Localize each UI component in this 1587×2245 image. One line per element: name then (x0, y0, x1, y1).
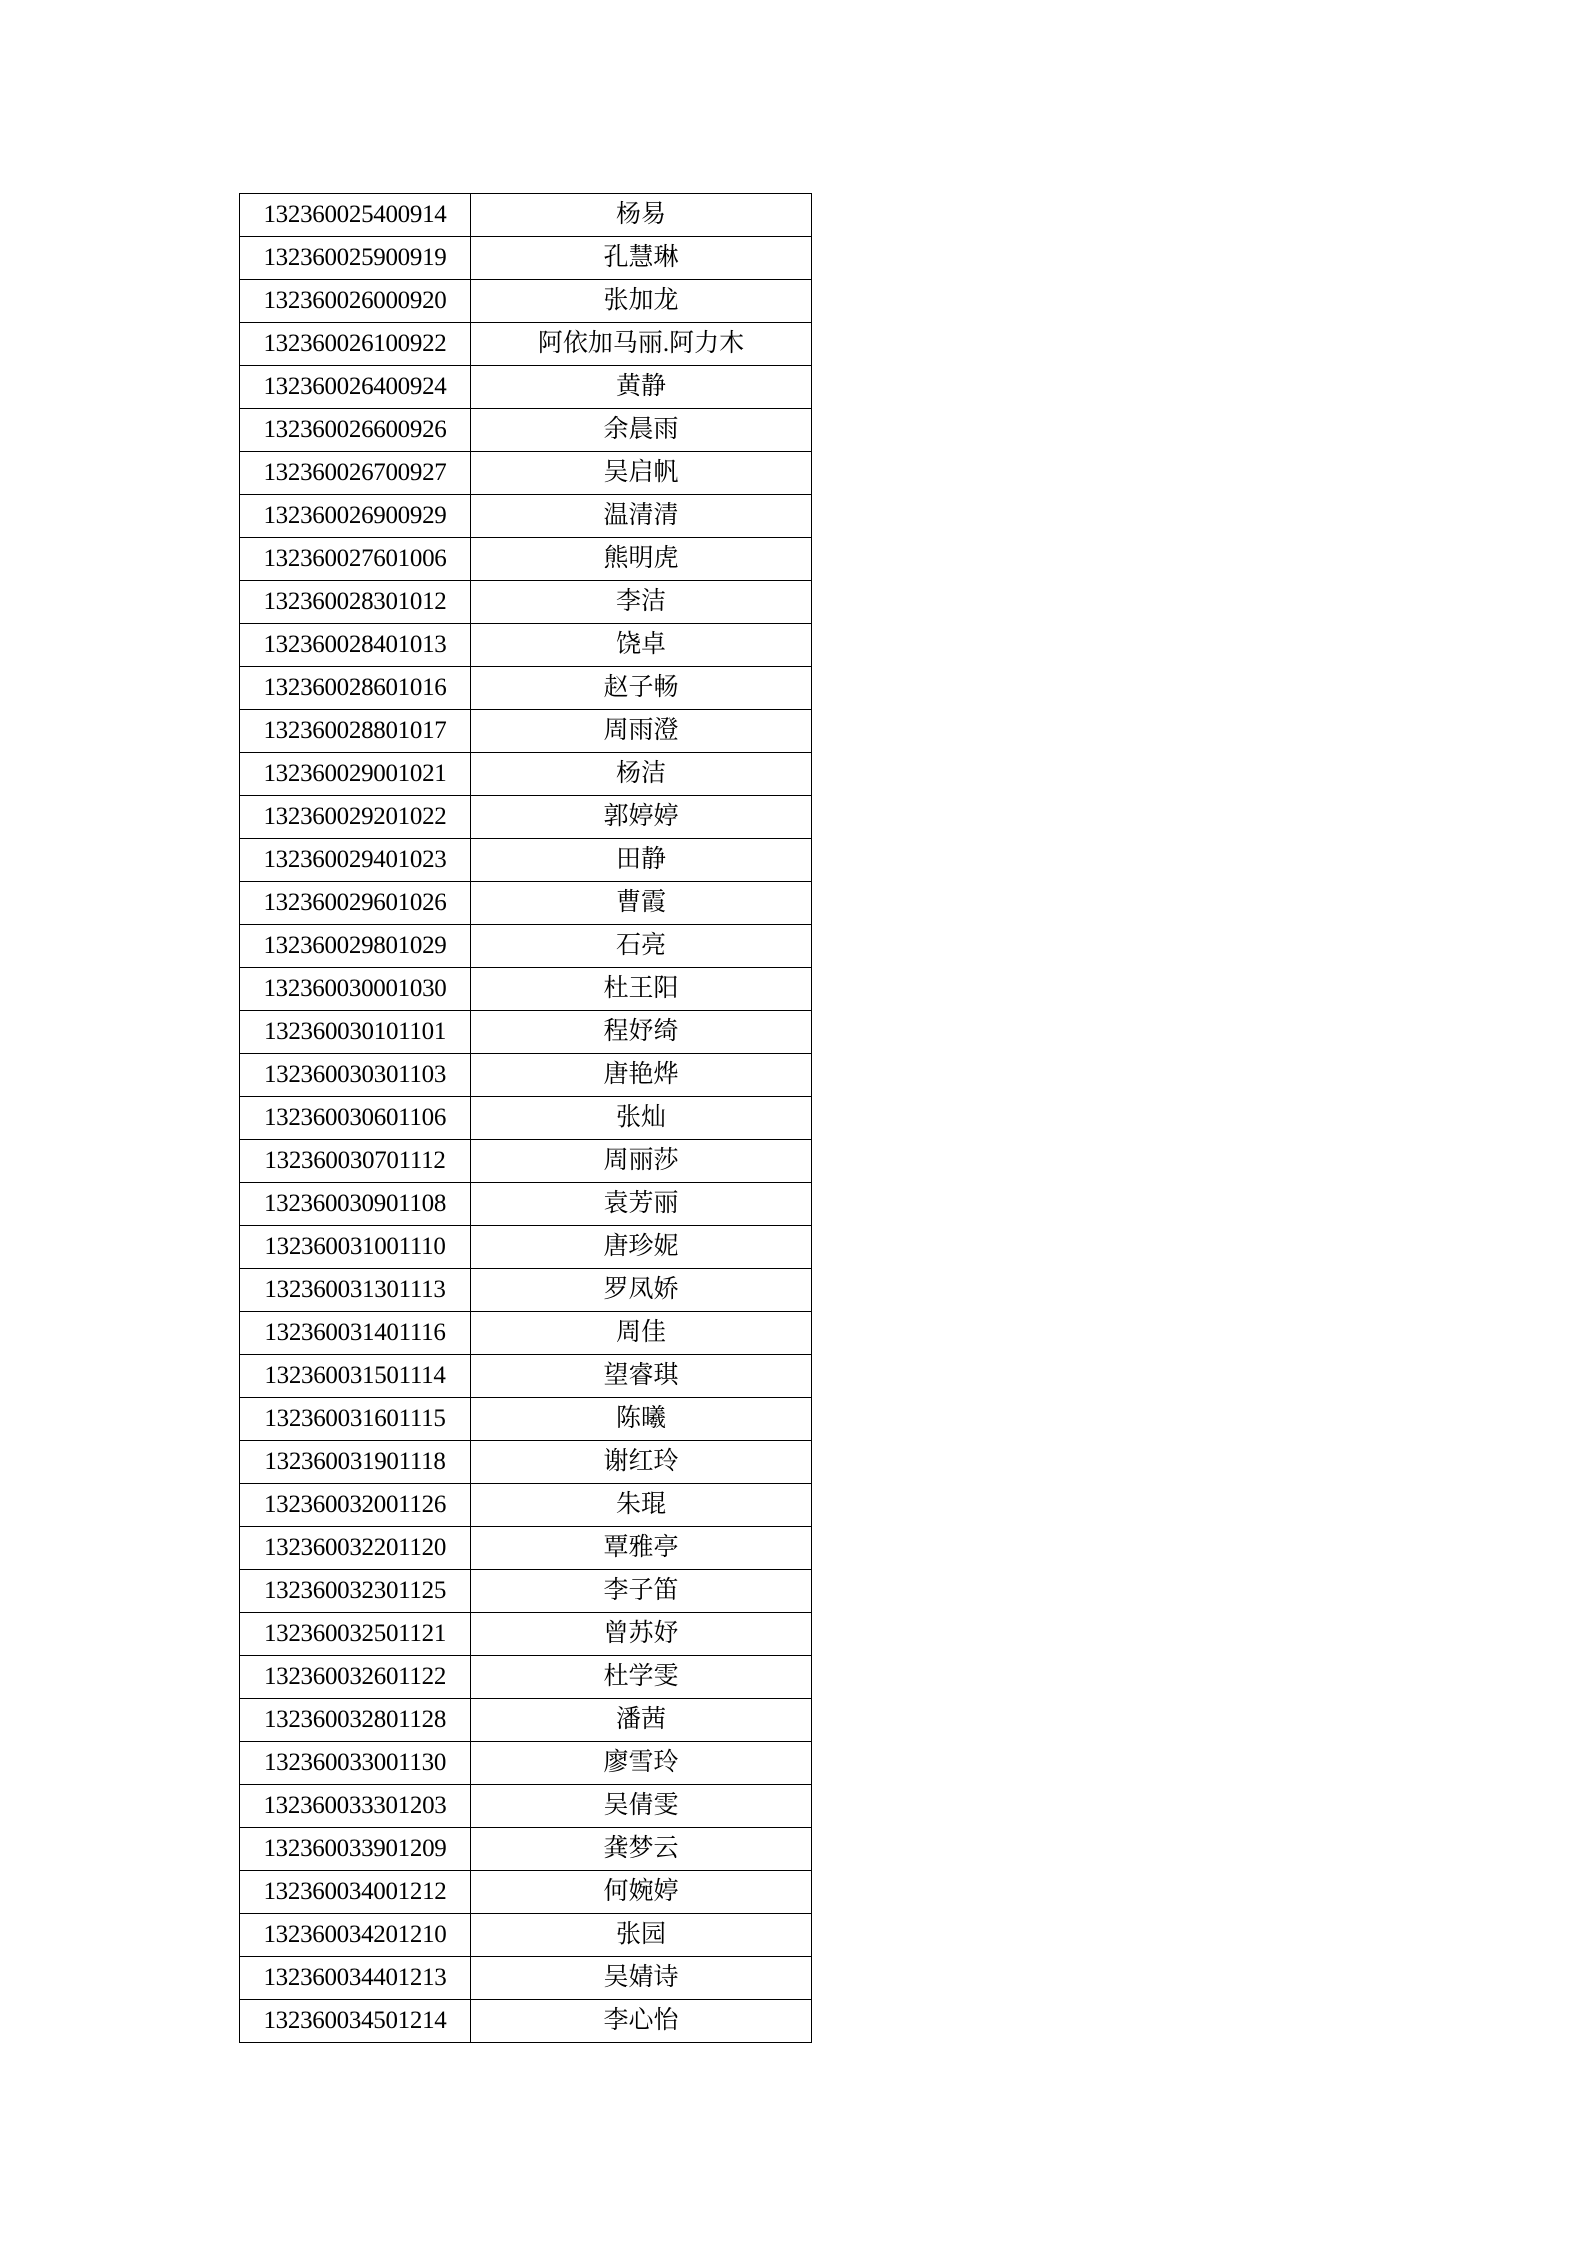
candidate-name-cell: 黄静 (471, 366, 812, 409)
table-row (240, 1570, 812, 1613)
candidate-id-cell: 132360029201022 (240, 796, 471, 839)
candidate-id-cell: 132360031401116 (240, 1312, 471, 1355)
candidate-id-cell: 132360028301012 (240, 581, 471, 624)
table-row (240, 1699, 812, 1742)
candidate-id-cell: 132360031301113 (240, 1269, 471, 1312)
candidate-id-cell: 132360028401013 (240, 624, 471, 667)
candidate-name-cell: 曹霞 (471, 882, 812, 925)
candidate-name-cell: 吴婧诗 (471, 1957, 812, 2000)
candidate-name-cell: 吴启帆 (471, 452, 812, 495)
candidate-name-cell: 李心怡 (471, 2000, 812, 2043)
table-row (240, 2000, 812, 2043)
candidate-id-cell: 132360031601115 (240, 1398, 471, 1441)
candidate-id-cell: 132360031901118 (240, 1441, 471, 1484)
candidate-id-cell: 132360032601122 (240, 1656, 471, 1699)
table-row (240, 1914, 812, 1957)
table-row (240, 624, 812, 667)
candidate-id-cell: 132360026900929 (240, 495, 471, 538)
candidate-name-cell: 熊明虎 (471, 538, 812, 581)
candidate-name-cell: 周雨澄 (471, 710, 812, 753)
table-row (240, 452, 812, 495)
candidate-id-cell: 132360033001130 (240, 1742, 471, 1785)
candidate-id-cell: 132360030301103 (240, 1054, 471, 1097)
candidate-name-cell: 张灿 (471, 1097, 812, 1140)
candidate-table (239, 193, 812, 2043)
table-row (240, 1054, 812, 1097)
table-row (240, 1441, 812, 1484)
candidate-name-cell: 温清清 (471, 495, 812, 538)
candidate-id-cell: 132360033901209 (240, 1828, 471, 1871)
candidate-name-cell: 杨洁 (471, 753, 812, 796)
table-row (240, 925, 812, 968)
candidate-name-cell: 朱琨 (471, 1484, 812, 1527)
candidate-id-cell: 132360030701112 (240, 1140, 471, 1183)
candidate-id-cell: 132360031501114 (240, 1355, 471, 1398)
candidate-id-cell: 132360030101101 (240, 1011, 471, 1054)
candidate-id-cell: 132360032801128 (240, 1699, 471, 1742)
table-row (240, 1312, 812, 1355)
candidate-id-cell: 132360032301125 (240, 1570, 471, 1613)
candidate-name-cell: 田静 (471, 839, 812, 882)
table-row (240, 194, 812, 237)
candidate-id-cell: 132360030601106 (240, 1097, 471, 1140)
candidate-name-cell: 张加龙 (471, 280, 812, 323)
table-row (240, 1871, 812, 1914)
table-row (240, 1527, 812, 1570)
candidate-name-cell: 唐艳烨 (471, 1054, 812, 1097)
candidate-id-cell: 132360027601006 (240, 538, 471, 581)
candidate-id-cell: 132360029601026 (240, 882, 471, 925)
table-row (240, 1011, 812, 1054)
table-row (240, 1828, 812, 1871)
table-row (240, 796, 812, 839)
table-row (240, 1269, 812, 1312)
candidate-name-cell: 阿依加马丽.阿力木 (471, 323, 812, 366)
candidate-id-cell: 132360026100922 (240, 323, 471, 366)
table-row (240, 1957, 812, 2000)
candidate-name-cell: 程妤绮 (471, 1011, 812, 1054)
candidate-id-cell: 132360028801017 (240, 710, 471, 753)
candidate-name-cell: 周丽莎 (471, 1140, 812, 1183)
table-row (240, 882, 812, 925)
candidate-name-cell: 望睿琪 (471, 1355, 812, 1398)
candidate-name-cell: 覃雅亭 (471, 1527, 812, 1570)
table-row (240, 1785, 812, 1828)
candidate-name-cell: 杜学雯 (471, 1656, 812, 1699)
candidate-name-cell: 李子笛 (471, 1570, 812, 1613)
table-row (240, 237, 812, 280)
table-row (240, 1484, 812, 1527)
candidate-name-cell: 吴倩雯 (471, 1785, 812, 1828)
table-row (240, 1097, 812, 1140)
candidate-name-cell: 饶卓 (471, 624, 812, 667)
table-row (240, 753, 812, 796)
candidate-id-cell: 132360026600926 (240, 409, 471, 452)
table-row (240, 1613, 812, 1656)
candidate-name-cell: 曾苏妤 (471, 1613, 812, 1656)
table-row (240, 323, 812, 366)
table-row (240, 710, 812, 753)
candidate-id-cell: 132360028601016 (240, 667, 471, 710)
table-row (240, 1656, 812, 1699)
table-row (240, 581, 812, 624)
candidate-id-cell: 132360025900919 (240, 237, 471, 280)
candidate-id-cell: 132360032501121 (240, 1613, 471, 1656)
candidate-table-body (240, 194, 812, 2043)
table-row (240, 1742, 812, 1785)
table-row (240, 538, 812, 581)
candidate-id-cell: 132360034501214 (240, 2000, 471, 2043)
candidate-id-cell: 132360030001030 (240, 968, 471, 1011)
table-row (240, 1398, 812, 1441)
candidate-name-cell: 周佳 (471, 1312, 812, 1355)
candidate-id-cell: 132360033301203 (240, 1785, 471, 1828)
candidate-name-cell: 廖雪玲 (471, 1742, 812, 1785)
candidate-name-cell: 唐珍妮 (471, 1226, 812, 1269)
candidate-name-cell: 杜王阳 (471, 968, 812, 1011)
candidate-id-cell: 132360031001110 (240, 1226, 471, 1269)
table-row (240, 495, 812, 538)
candidate-id-cell: 132360029801029 (240, 925, 471, 968)
table-row (240, 1140, 812, 1183)
table-row (240, 968, 812, 1011)
candidate-id-cell: 132360026700927 (240, 452, 471, 495)
candidate-id-cell: 132360029001021 (240, 753, 471, 796)
candidate-id-cell: 132360034001212 (240, 1871, 471, 1914)
table-row (240, 1355, 812, 1398)
candidate-name-cell: 郭婷婷 (471, 796, 812, 839)
candidate-name-cell: 余晨雨 (471, 409, 812, 452)
candidate-id-cell: 132360034201210 (240, 1914, 471, 1957)
candidate-name-cell: 谢红玲 (471, 1441, 812, 1484)
candidate-name-cell: 李洁 (471, 581, 812, 624)
candidate-id-cell: 132360026400924 (240, 366, 471, 409)
candidate-id-cell: 132360029401023 (240, 839, 471, 882)
table-row (240, 366, 812, 409)
candidate-name-cell: 龚梦云 (471, 1828, 812, 1871)
candidate-name-cell: 袁芳丽 (471, 1183, 812, 1226)
table-row (240, 280, 812, 323)
table-row (240, 667, 812, 710)
table-row (240, 409, 812, 452)
candidate-name-cell: 何婉婷 (471, 1871, 812, 1914)
table-row (240, 839, 812, 882)
candidate-name-cell: 赵子畅 (471, 667, 812, 710)
candidate-name-cell: 潘茜 (471, 1699, 812, 1742)
table-row (240, 1183, 812, 1226)
candidate-id-cell: 132360026000920 (240, 280, 471, 323)
candidate-name-cell: 罗凤娇 (471, 1269, 812, 1312)
candidate-name-cell: 杨易 (471, 194, 812, 237)
candidate-id-cell: 132360030901108 (240, 1183, 471, 1226)
candidate-name-cell: 孔慧琳 (471, 237, 812, 280)
candidate-name-cell: 陈曦 (471, 1398, 812, 1441)
candidate-id-cell: 132360032201120 (240, 1527, 471, 1570)
candidate-id-cell: 132360025400914 (240, 194, 471, 237)
table-row (240, 1226, 812, 1269)
candidate-name-cell: 张园 (471, 1914, 812, 1957)
candidate-id-cell: 132360034401213 (240, 1957, 471, 2000)
candidate-name-cell: 石亮 (471, 925, 812, 968)
candidate-id-cell: 132360032001126 (240, 1484, 471, 1527)
